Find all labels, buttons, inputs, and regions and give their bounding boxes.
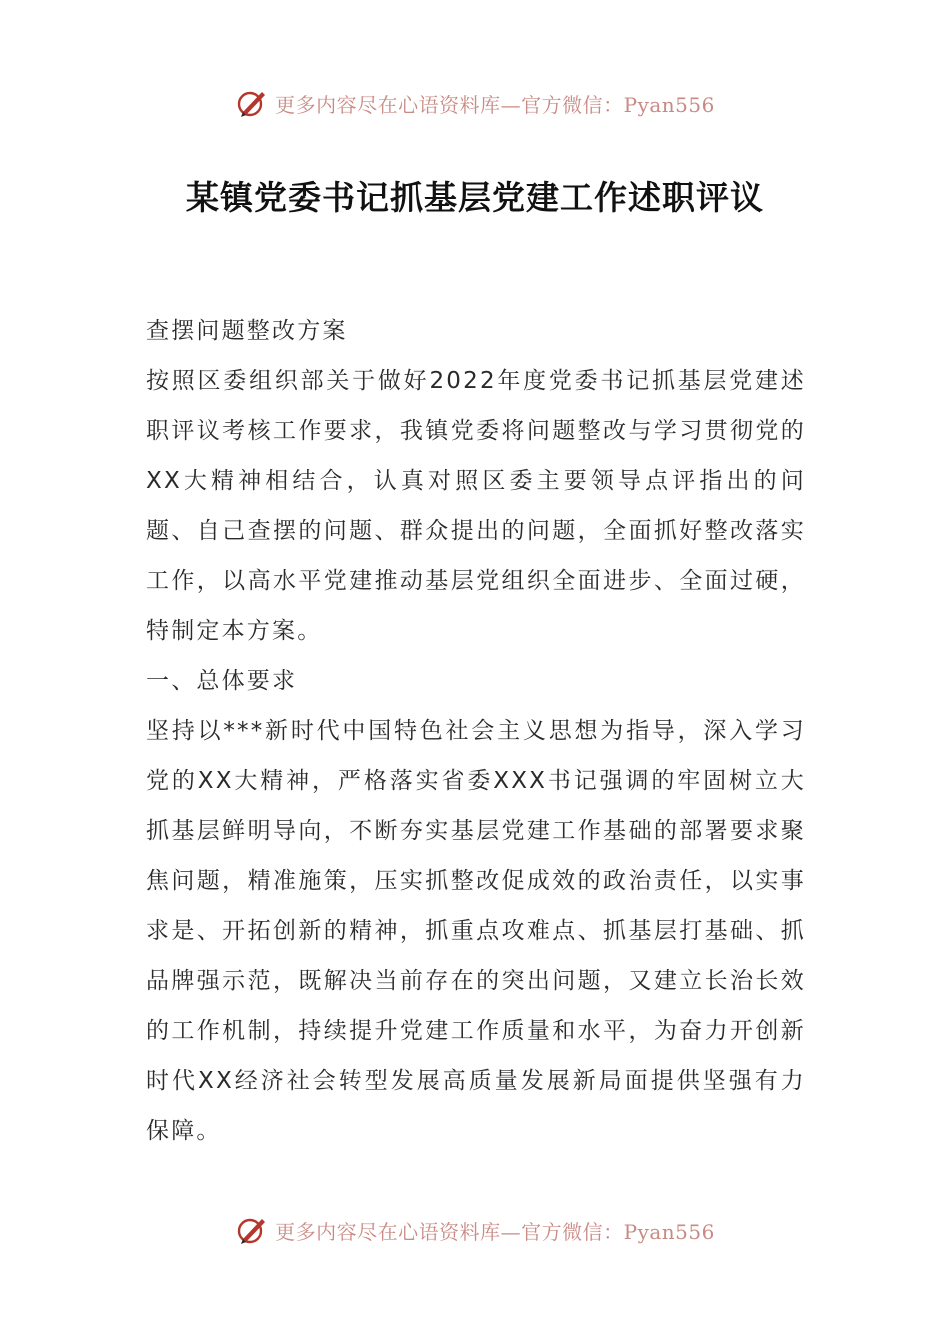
paragraph-requirements: 坚持以***新时代中国特色社会主义思想为指导，深入学习党的XX大精神，严格落实省委XXX书记强调的牢固树立大抓基层鲜明导向，不断夯实基层党建工作基础的部署要求聚焦问题，精准施策，压实抓整改促成效的政治责任，以实事求是、开拓创新的精神，抓重点攻难点、抓基层打基础、抓品牌强示范，既解决当前存在的突出问题，又建立长治长效的工作机制，持续提升党建工作质量和水平，为奋力开创新时代XX经济社会转型发展高质量发展新局面提供坚强有力保障。 [146,718,806,1144]
section-heading: 一、总体要求 [146,668,298,694]
pen-logo-icon [235,1213,269,1247]
document-body [146,306,806,1156]
footer-watermark-text: 更多内容尽在心语资料库—官方微信：Pyan556 [275,1219,715,1244]
pen-logo-icon [235,86,269,120]
document-title: 某镇党委书记抓基层党建工作述职评议 [186,178,764,217]
header-watermark-text: 更多内容尽在心语资料库—官方微信：Pyan556 [275,92,715,117]
paragraph-subtitle: 查摆问题整改方案 [146,318,348,344]
footer-watermark-banner [0,1210,950,1250]
header-watermark-banner [0,83,950,123]
paragraph-intro: 按照区委组织部关于做好2022年度党委书记抓基层党建述职评议考核工作要求，我镇党委将问题整改与学习贯彻党的XX大精神相结合，认真对照区委主要领导点评指出的问题、自己查摆的问题、群众提出的问题，全面抓好整改落实工作，以高水平党建推动基层党组织全面进步、全面过硬，特制定本方案。 [146,368,806,644]
